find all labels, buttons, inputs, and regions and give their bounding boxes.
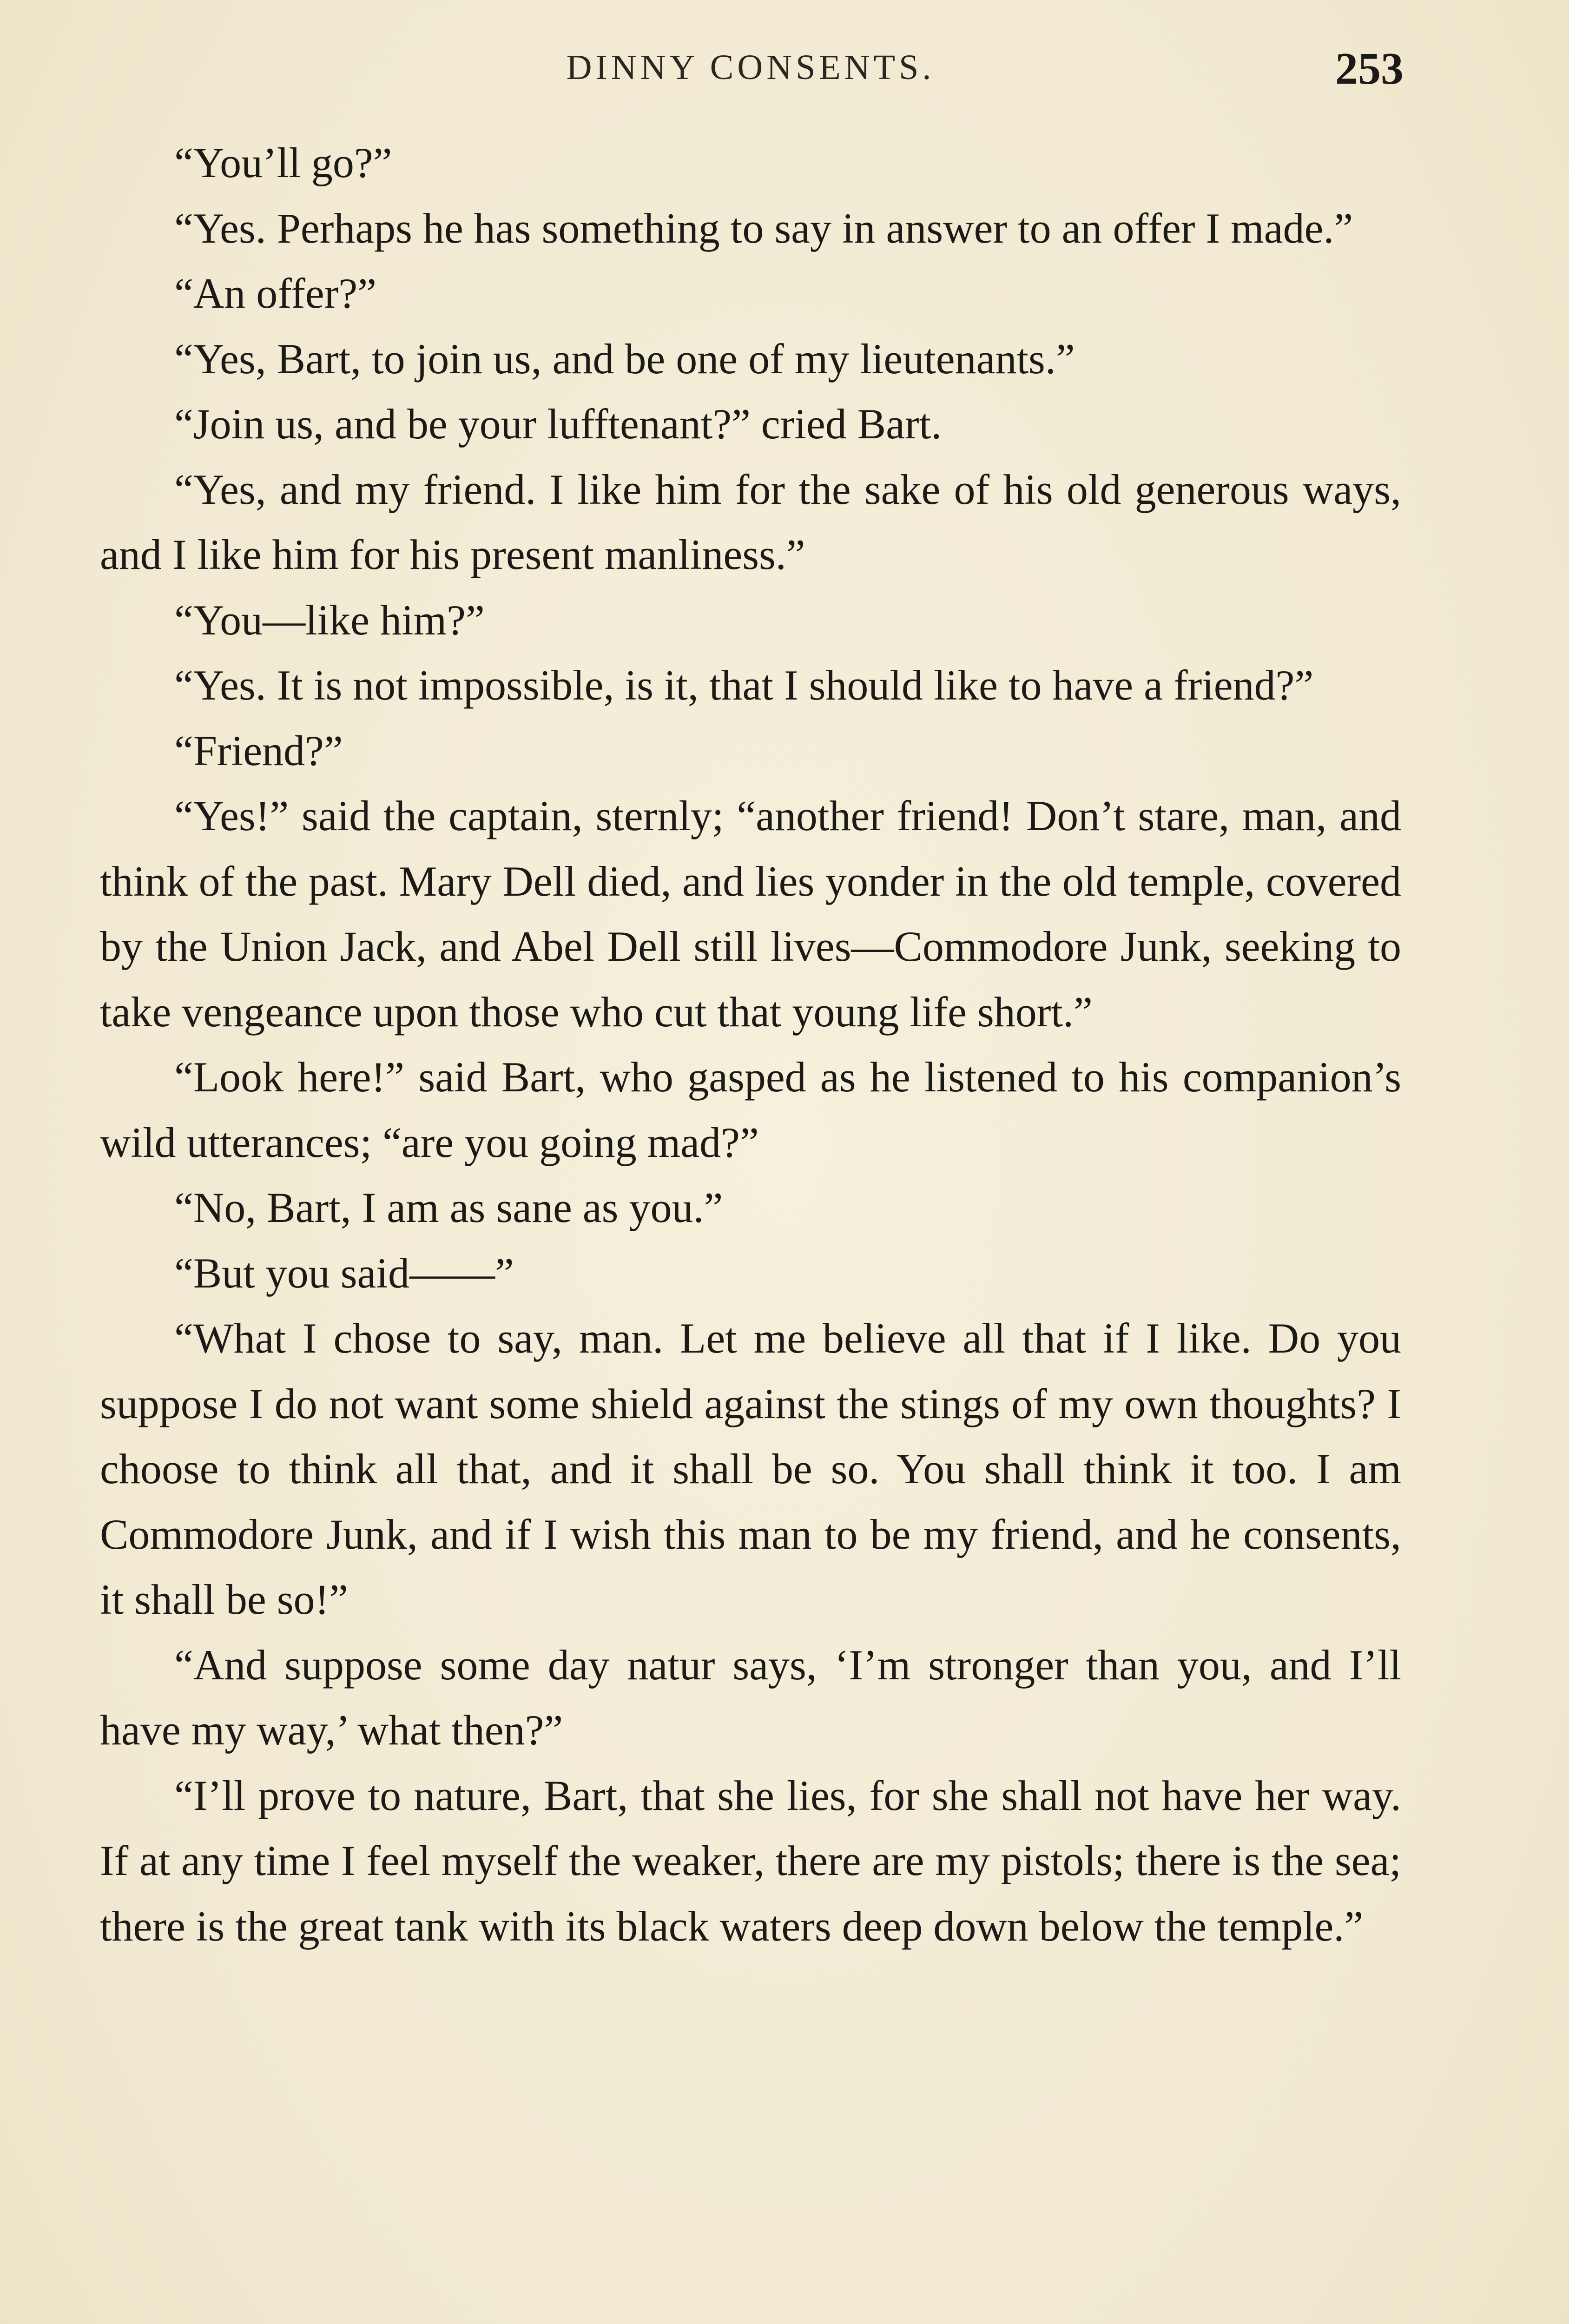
paragraph: “Yes!” said the captain, sternly; “another friend! Don’t stare, man, and think of the past. Mary Dell died, and lies yonder in the old temple, covered by the Union Jack, and Abel Dell still lives—Commodore Junk, seeking to take vengeance upon those who cut that young life short.”: [100, 792, 1401, 1036]
paragraph: “But you said——”: [174, 1249, 514, 1297]
running-head: [100, 43, 1404, 99]
paragraph: “You’ll go?”: [174, 139, 392, 186]
paragraph: “And suppose some day natur says, ‘I’m stronger than you, and I’ll have my way,’ what then?”: [100, 1641, 1401, 1754]
body-text: [100, 130, 1401, 1959]
paragraph: “No, Bart, I am as sane as you.”: [174, 1184, 723, 1231]
paragraph: “Yes. Perhaps he has something to say in answer to an offer I made.”: [174, 204, 1353, 252]
paragraph: “Yes, Bart, to join us, and be one of my lieutenants.”: [174, 335, 1075, 383]
paragraph: “What I chose to say, man. Let me believe all that if I like. Do you suppose I do not want some shield against the stings of my own thoughts? I choose to think all that, and it shall be so. You shall think it too. I am Commodore Junk, and if I wish this man to be my friend, and he consents, it shall be so!”: [100, 1314, 1401, 1623]
paragraph: “You—like him?”: [174, 596, 485, 644]
page-number: 253: [1335, 44, 1404, 94]
paragraph: “Yes, and my friend. I like him for the sake of his old generous ways, and I like him for his present manliness.”: [100, 465, 1401, 578]
paragraph: “Yes. It is not impossible, is it, that I should like to have a friend?”: [174, 661, 1314, 709]
paragraph: “Join us, and be your lufftenant?” cried Bart.: [174, 400, 942, 448]
running-title: DINNY CONSENTS.: [566, 48, 935, 87]
paragraph: “An offer?”: [174, 270, 377, 317]
paragraph: “Look here!” said Bart, who gasped as he listened to his companion’s wild utterances; “are you going mad?”: [100, 1053, 1401, 1166]
paragraph: “I’ll prove to nature, Bart, that she lies, for she shall not have her way. If at any time I feel myself the weaker, there are my pistols; there is the sea; there is the great tank with its black waters deep down below the temple.”: [100, 1771, 1401, 1950]
paragraph: “Friend?”: [174, 726, 343, 774]
